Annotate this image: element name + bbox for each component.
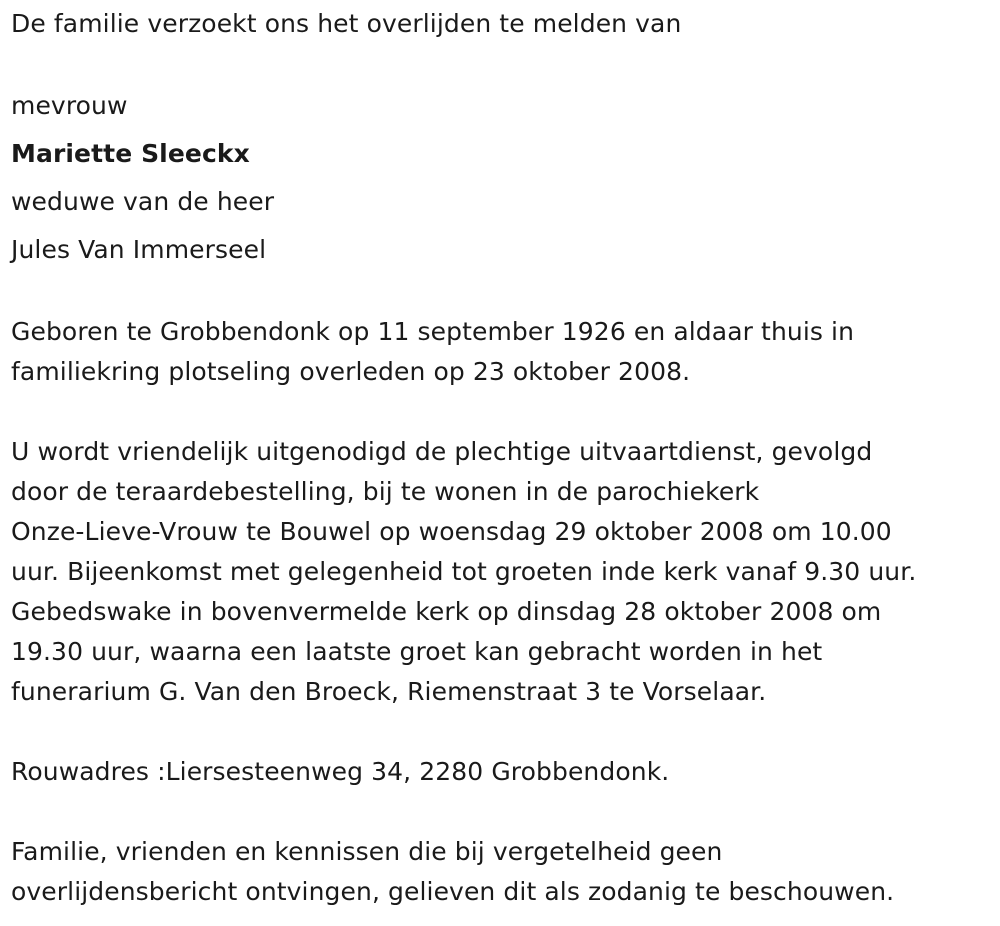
paragraph-line: 19.30 uur, waarna een laatste groet kan gebracht worden in het (11, 637, 823, 666)
paragraph-line: familiekring plotseling overleden op 23 oktober 2008. (11, 357, 691, 386)
relation-text: weduwe van de heer (11, 187, 275, 216)
paragraph-line: overlijdensbericht ontvingen, gelieven dit als zodanig te beschouwen. (11, 877, 895, 906)
spacer (11, 392, 991, 432)
paragraph-line: Familie, vrienden en kennissen die bij vergetelheid geen (11, 837, 723, 866)
spouse-name: Jules Van Immerseel (11, 235, 267, 264)
spacer (11, 792, 991, 832)
birth-paragraph (11, 312, 991, 392)
paragraph-line: Geboren te Grobbendonk op 11 september 1926 en aldaar thuis in (11, 317, 855, 346)
paragraph-line: door de teraardebestelling, bij te wonen in de parochiekerk (11, 477, 760, 506)
salutation: mevrouw (11, 91, 128, 120)
obituary-notice (11, 0, 991, 912)
deceased-name: Mariette Sleeckx (11, 139, 250, 168)
paragraph-line: Gebedswake in bovenvermelde kerk op dinsdag 28 oktober 2008 om (11, 597, 882, 626)
funeral-paragraph (11, 432, 991, 712)
spacer (11, 712, 991, 752)
paragraph-line: funerarium G. Van den Broeck, Riemenstraat 3 te Vorselaar. (11, 677, 767, 706)
spacer (11, 48, 991, 82)
spacer (11, 274, 991, 312)
mourning-address: Rouwadres :Liersesteenweg 34, 2280 Grobbendonk. (11, 757, 670, 786)
closing-paragraph (11, 832, 991, 912)
paragraph-line: U wordt vriendelijk uitgenodigd de plechtige uitvaartdienst, gevolgd (11, 437, 873, 466)
paragraph-line: Onze-Lieve-Vrouw te Bouwel op woensdag 29 oktober 2008 om 10.00 (11, 517, 892, 546)
paragraph-line: uur. Bijeenkomst met gelegenheid tot groeten inde kerk vanaf 9.30 uur. (11, 557, 917, 586)
intro-text: De familie verzoekt ons het overlijden te melden van (11, 9, 682, 38)
